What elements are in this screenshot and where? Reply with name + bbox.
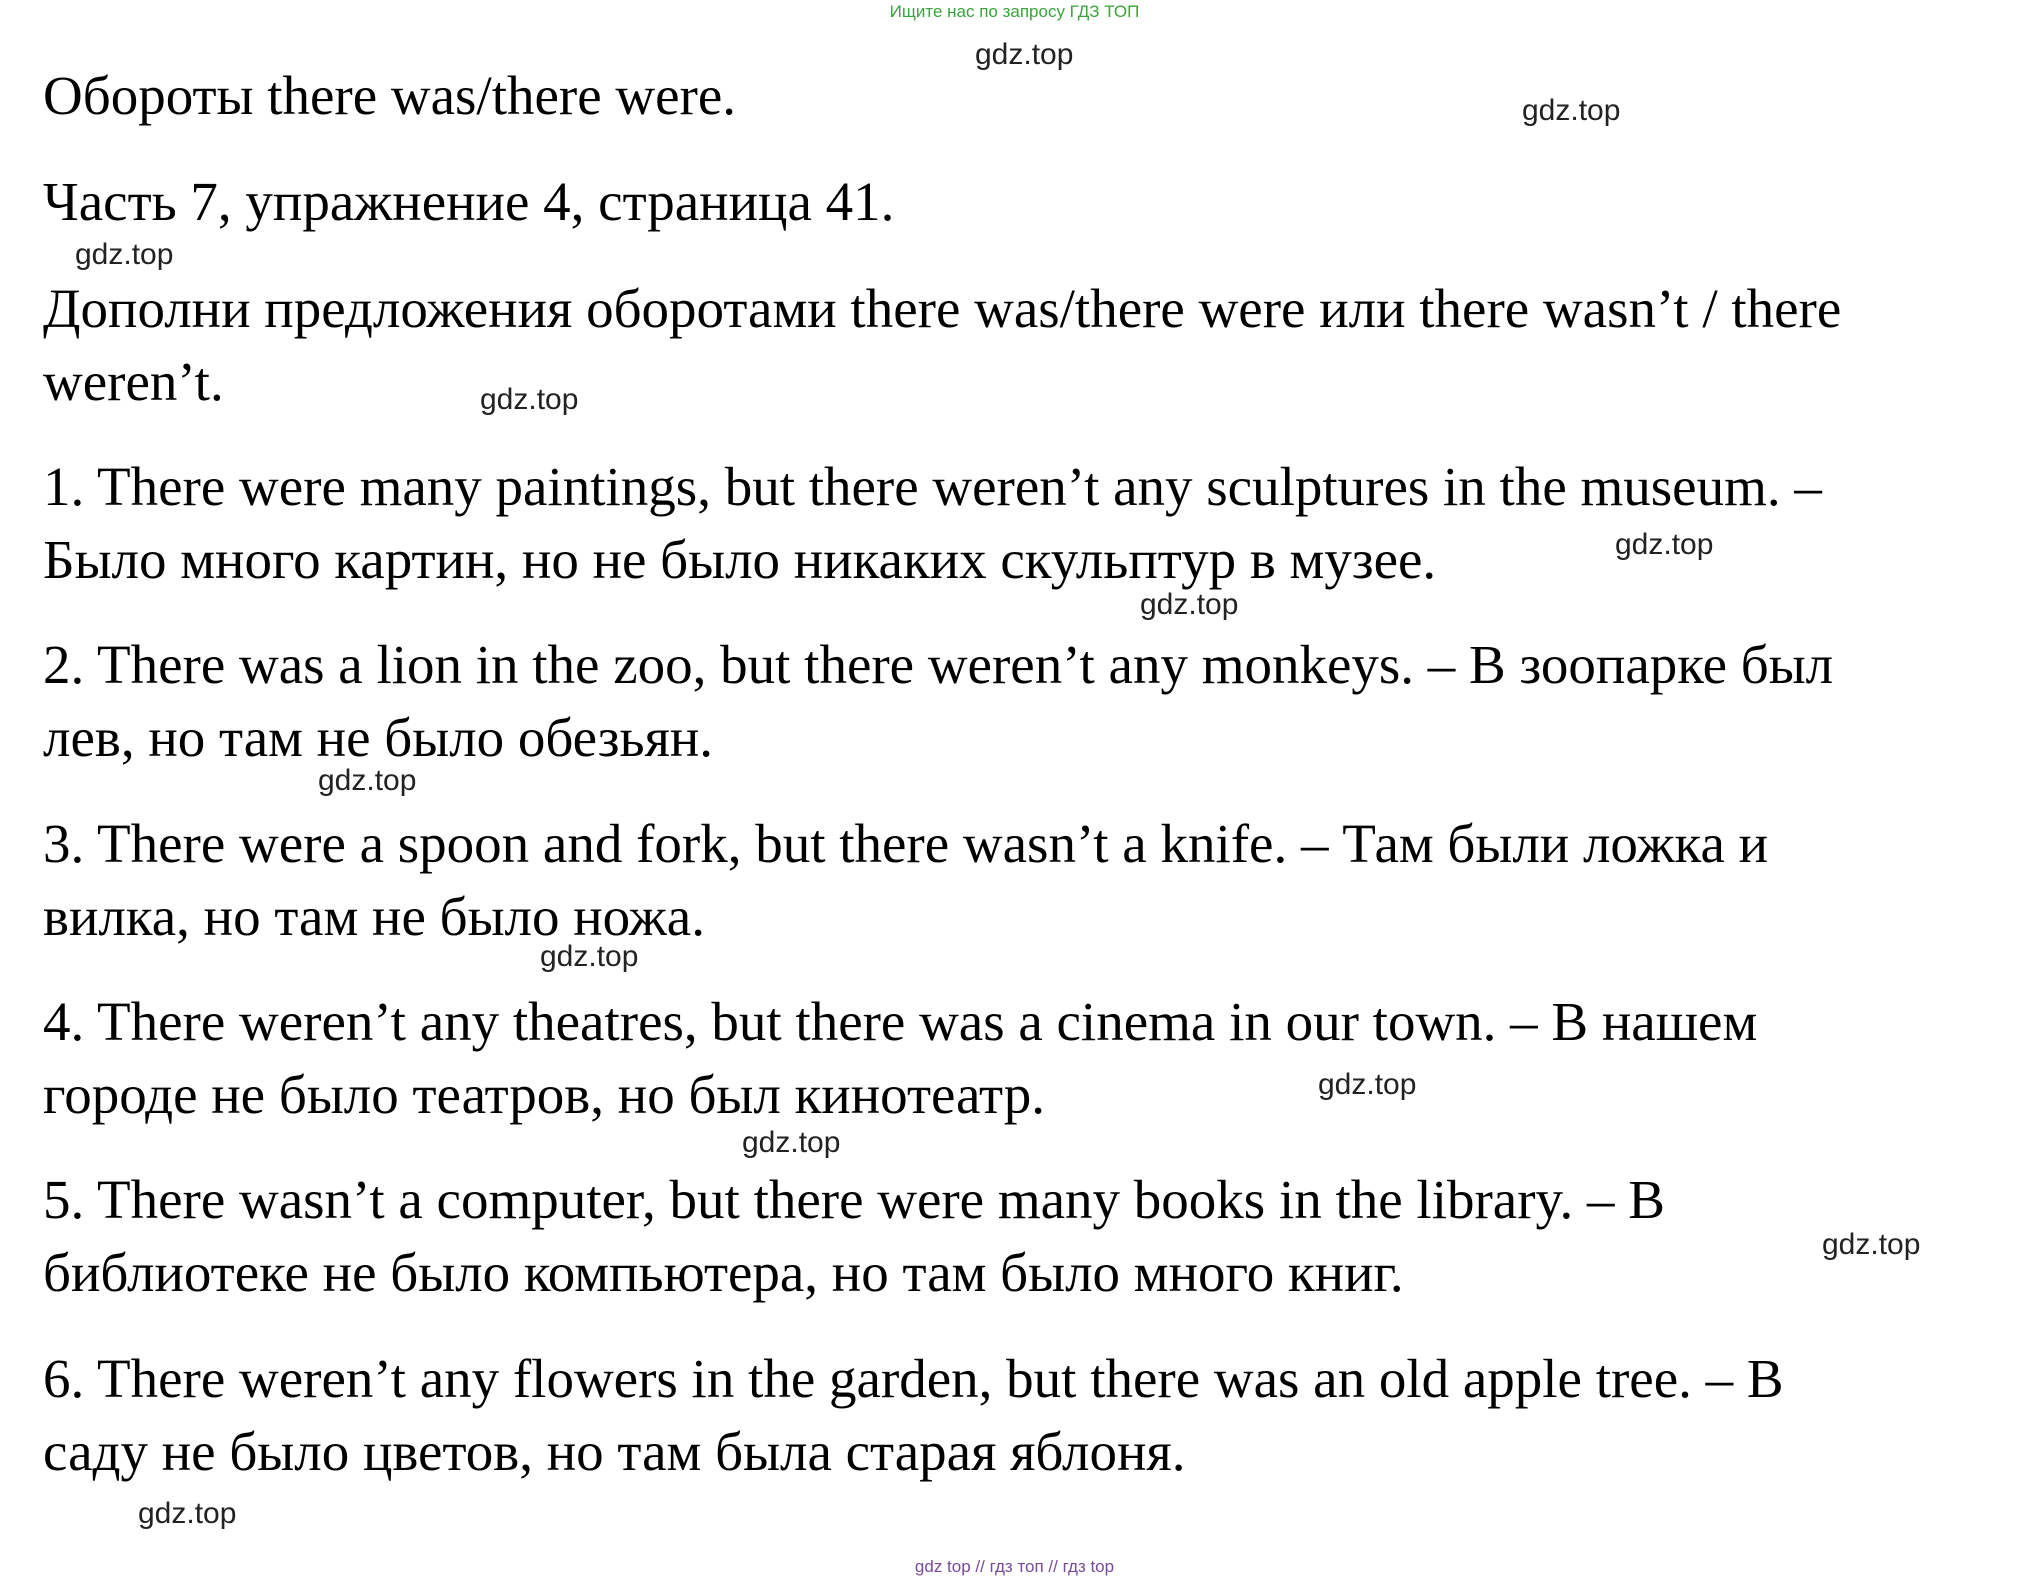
watermark: gdz.top [138, 1497, 237, 1530]
footer-watermark: gdz top // гдз топ // гдз top [914, 1557, 1115, 1576]
item-4-line-2: городе не было театров, но был кинотеатр. [43, 1064, 1046, 1125]
top-banner: Ищите нас по запросу ГДЗ ТОП [889, 2, 1140, 21]
item-5-line-1: 5. There wasn’t a computer, but there were many books in the library. – В [43, 1169, 1665, 1230]
item-5-line-2: библиотеке не было компьютера, но там было много книг. [43, 1242, 1404, 1303]
watermark: gdz.top [480, 383, 579, 416]
watermark: gdz.top [1615, 528, 1714, 561]
item-1-line-2: Было много картин, но не было никаких скульптур в музее. [43, 529, 1437, 590]
item-6-line-2: саду не было цветов, но там была старая яблоня. [43, 1421, 1186, 1482]
watermark: gdz.top [1140, 588, 1239, 621]
watermark: gdz.top [318, 764, 417, 797]
item-3-line-1: 3. There were a spoon and fork, but there wasn’t a knife. – Там были ложка и [43, 813, 1769, 874]
item-3-line-2: вилка, но там не было ножа. [43, 886, 705, 947]
watermark: gdz.top [1522, 94, 1621, 127]
watermark: gdz.top [742, 1126, 841, 1159]
item-6-line-1: 6. There weren’t any flowers in the garden, but there was an old apple tree. – В [43, 1348, 1784, 1409]
page-title: Обороты there was/there were. [43, 65, 736, 126]
item-2-line-2: лев, но там не было обезьян. [43, 707, 714, 768]
item-1-line-1: 1. There were many paintings, but there weren’t any sculptures in the museum. – [43, 456, 1822, 517]
watermark: gdz.top [540, 940, 639, 973]
instruction-line-2: weren’t. [43, 351, 224, 412]
item-2-line-1: 2. There was a lion in the zoo, but there weren’t any monkeys. – В зоопарке был [43, 634, 1834, 695]
exercise-reference: Часть 7, упражнение 4, страница 41. [43, 171, 895, 232]
watermark: gdz.top [1822, 1228, 1921, 1261]
watermark: gdz.top [975, 38, 1074, 71]
item-4-line-1: 4. There weren’t any theatres, but there was a cinema in our town. – В нашем [43, 991, 1758, 1052]
watermark: gdz.top [1318, 1068, 1417, 1101]
watermark: gdz.top [75, 238, 174, 271]
instruction-line-1: Дополни предложения оборотами there was/there were или there wasn’t / there [43, 278, 1842, 339]
